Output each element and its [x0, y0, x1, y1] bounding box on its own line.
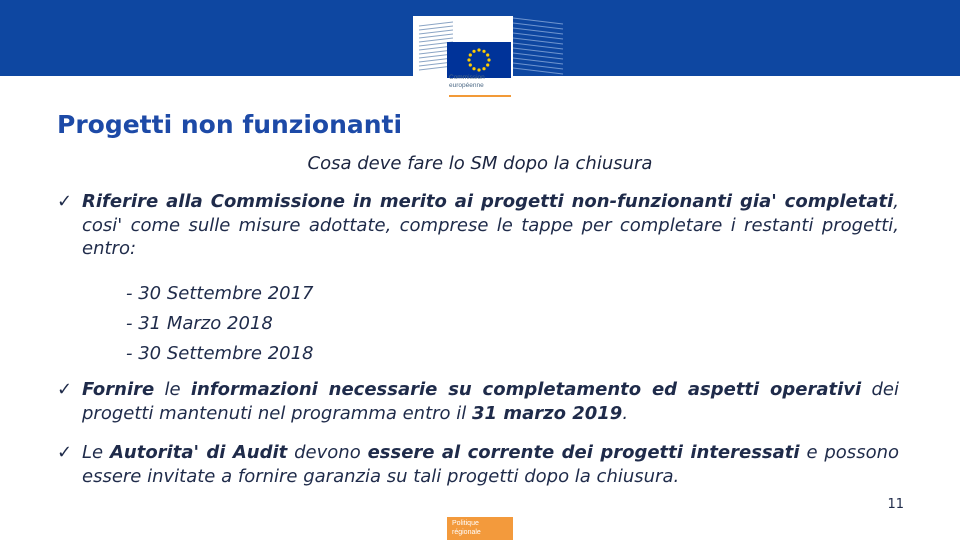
- logo-caption-line1: Commission: [449, 74, 485, 81]
- logo-accent-rule: [449, 95, 511, 97]
- bullet-1-text: [57, 190, 899, 261]
- bullet-2-emphasis: informazioni necessarie su completamento ed aspetti operativi: [190, 379, 862, 400]
- check-icon: ✓: [57, 442, 73, 463]
- page-title: Progetti non funzionanti: [57, 110, 403, 139]
- deadline-item: - 30 Settembre 2017: [126, 283, 314, 304]
- commission-logo: [413, 16, 513, 98]
- footer-tag: [447, 517, 513, 540]
- logo-caption-line2: européenne: [449, 81, 484, 89]
- bullet-2-verb: Fornire: [82, 379, 155, 400]
- bullet-3-emphasis: essere al corrente dei progetti interessati: [367, 442, 800, 463]
- deadline-list: [126, 279, 314, 369]
- bullet-2: [57, 378, 899, 425]
- check-icon: ✓: [57, 379, 73, 400]
- bullet-3-rest: e possono essere invitate a fornire garanzia su tali progetti dopo la chiusura.: [82, 442, 899, 487]
- bullet-2-connector: le: [154, 379, 191, 400]
- footer-tag-line2: régionale: [452, 529, 481, 536]
- bullet-1-rest: , cosi' come sulle misure adottate, comprese le tappe per completare i restanti progetti, entro:: [82, 191, 899, 259]
- decorative-lines-icon: [513, 16, 573, 76]
- footer-tag-line1: Politique: [452, 520, 479, 527]
- check-icon: ✓: [57, 191, 73, 212]
- bullet-3-audit-authority: Autorita' di Audit: [109, 442, 288, 463]
- bullet-1: [57, 190, 899, 261]
- bullet-3-text: [57, 441, 899, 488]
- deadline-item: - 30 Settembre 2018: [126, 343, 314, 364]
- bullet-2-text: [57, 378, 899, 425]
- bullet-2-end: .: [622, 402, 629, 424]
- bullet-2-deadline: 31 marzo 2019: [472, 402, 623, 424]
- bullet-2-rest: dei progetti mantenuti nel programma entro il: [82, 379, 899, 424]
- slide-subtitle: Cosa deve fare lo SM dopo la chiusura: [307, 153, 653, 174]
- deadline-item: - 31 Marzo 2018: [126, 313, 273, 334]
- eu-flag-icon: [447, 42, 511, 78]
- logo-caption: [449, 74, 513, 89]
- bullet-3-connector: devono: [287, 442, 368, 463]
- bullet-3: [57, 441, 899, 488]
- page-number: 11: [887, 497, 904, 512]
- bullet-3-lead: Le: [82, 442, 110, 463]
- bullet-1-emphasis: Riferire alla Commissione in merito ai progetti non-funzionanti gia' completati: [82, 191, 894, 212]
